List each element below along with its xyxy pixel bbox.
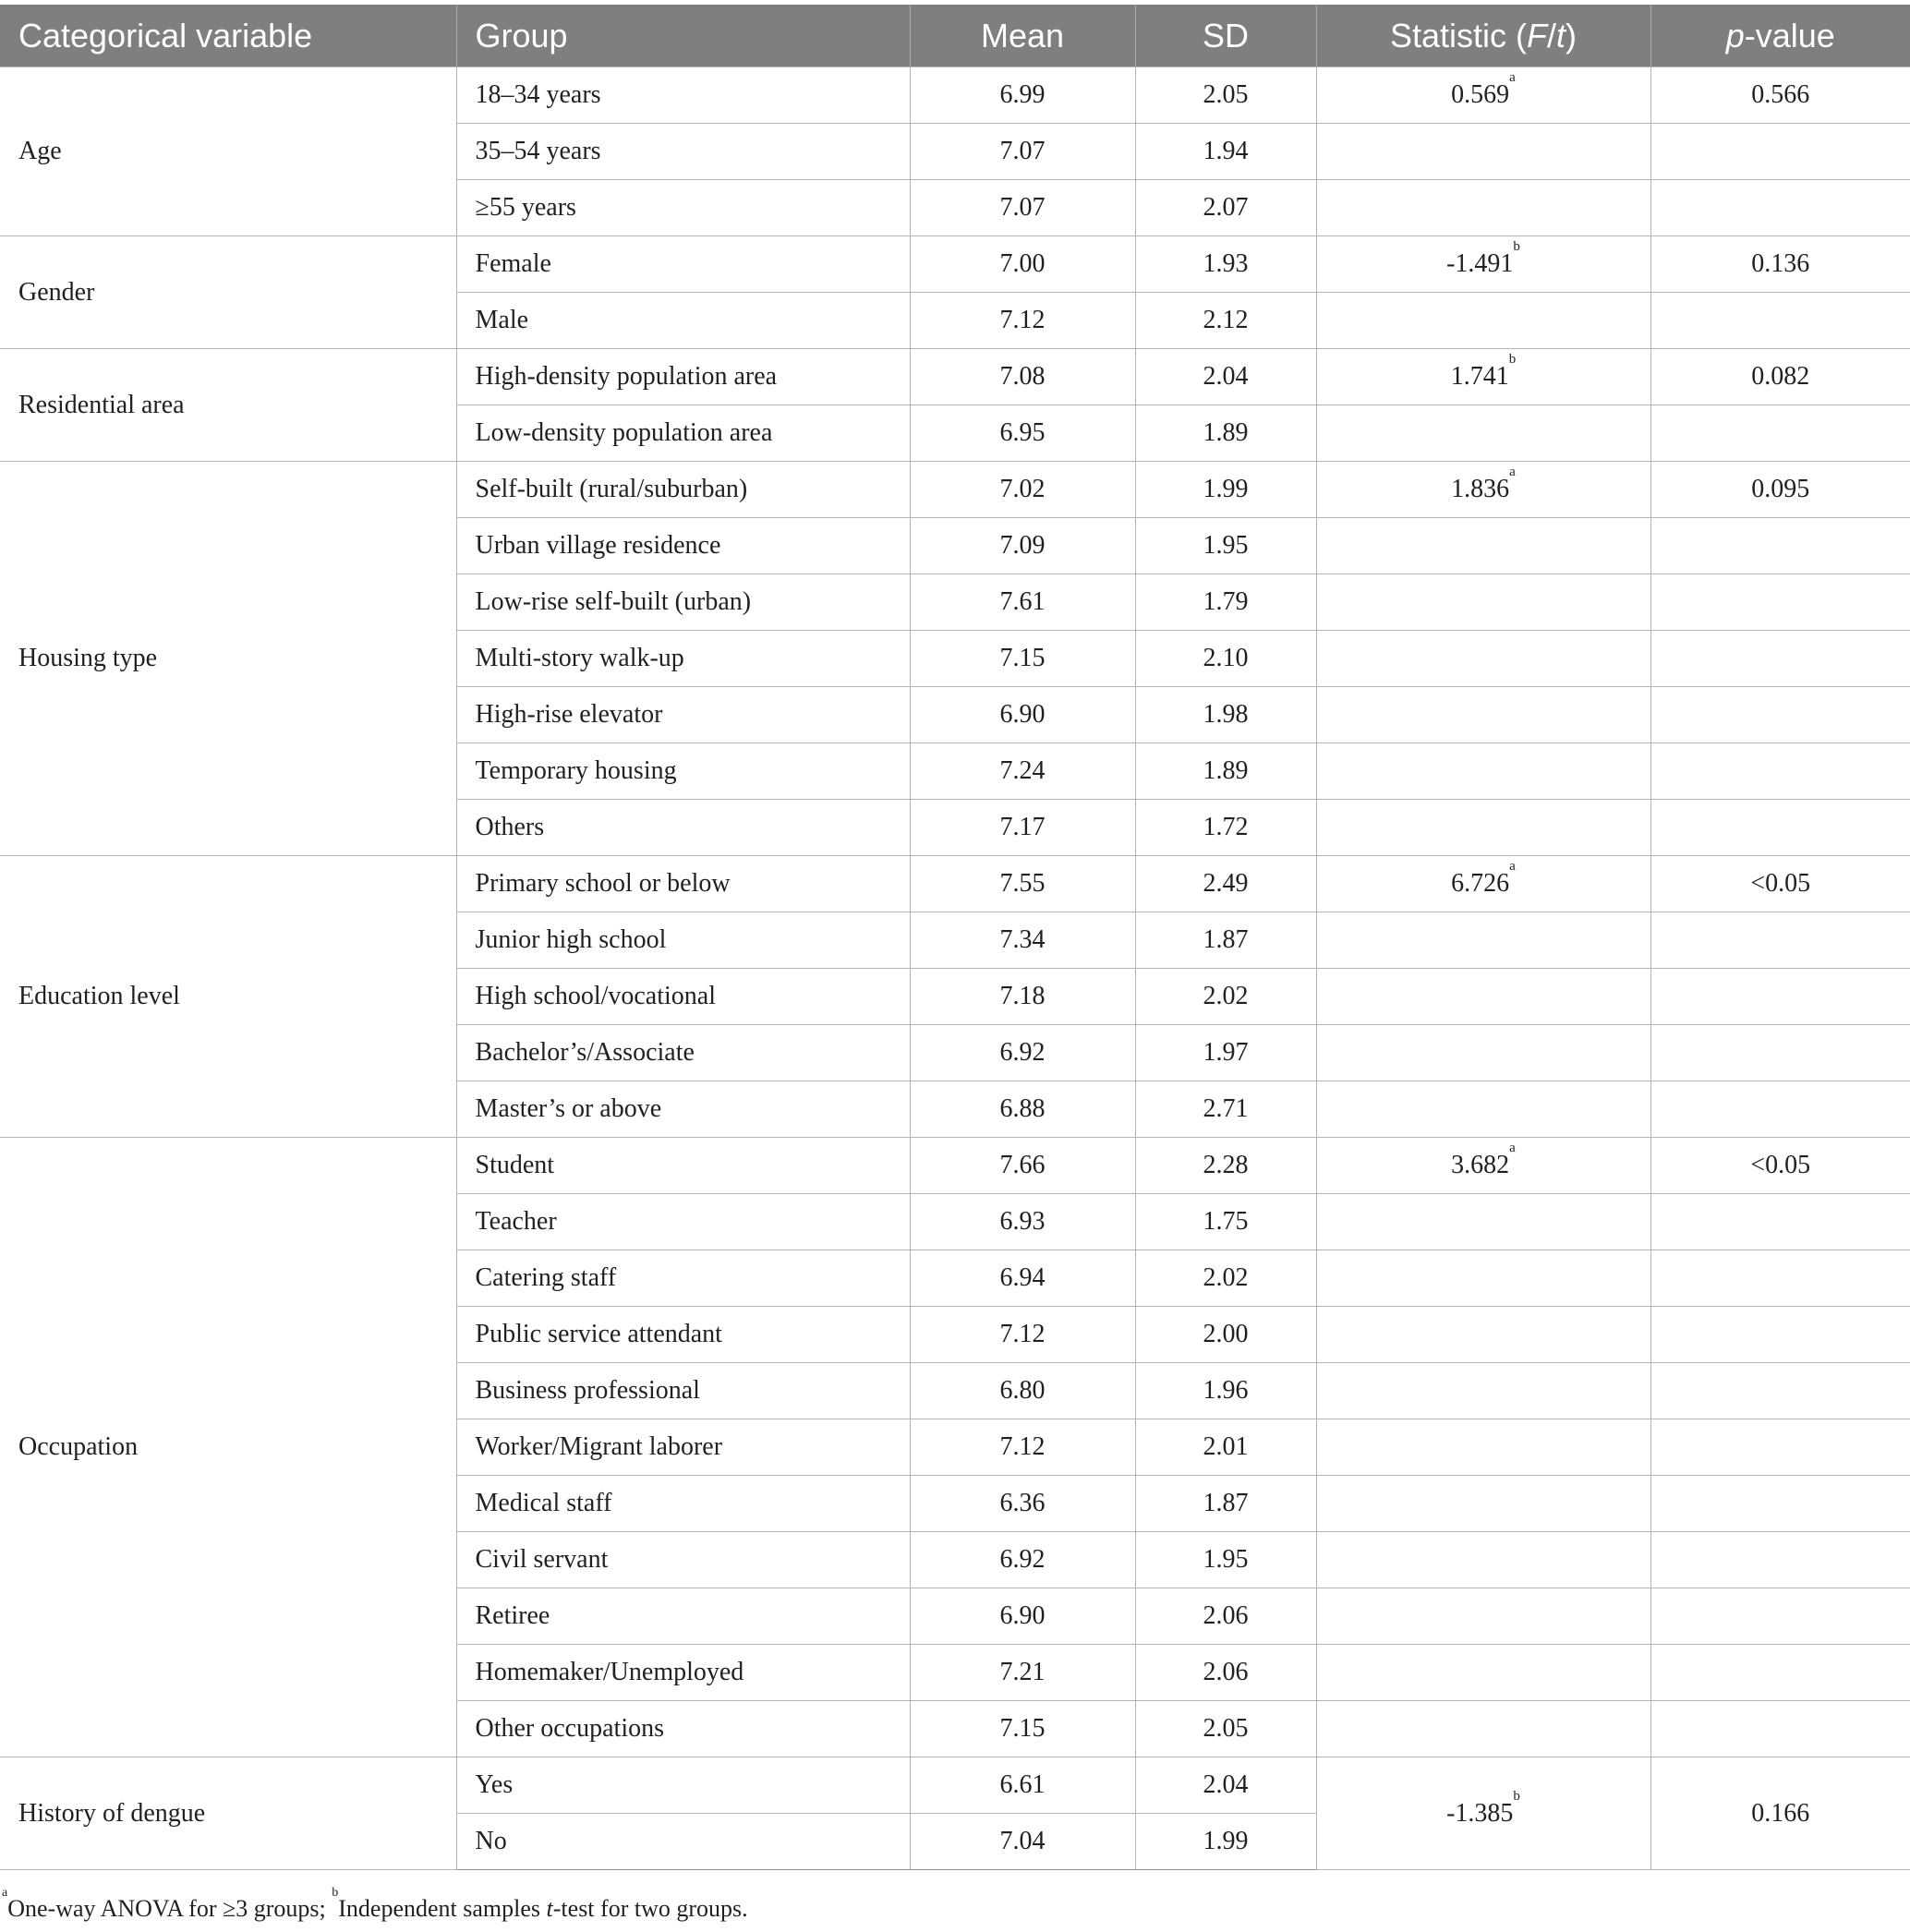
header-mean: Mean bbox=[910, 5, 1135, 67]
p-value-cell bbox=[1650, 1532, 1910, 1588]
group-cell: Temporary housing bbox=[456, 743, 910, 800]
sd-cell: 1.95 bbox=[1135, 1532, 1316, 1588]
results-table bbox=[0, 5, 1910, 1870]
category-cell: Age bbox=[0, 67, 456, 236]
mean-cell: 7.66 bbox=[910, 1138, 1135, 1194]
group-cell: Junior high school bbox=[456, 912, 910, 969]
mean-cell: 7.00 bbox=[910, 236, 1135, 293]
sd-cell: 2.12 bbox=[1135, 293, 1316, 349]
statistic-cell bbox=[1316, 1250, 1650, 1307]
p-value-cell bbox=[1650, 969, 1910, 1025]
mean-cell: 7.61 bbox=[910, 574, 1135, 631]
table-body bbox=[0, 67, 1910, 1870]
p-value-cell bbox=[1650, 1307, 1910, 1363]
statistic-value: -1.385 bbox=[1446, 1798, 1514, 1828]
group-cell: Master’s or above bbox=[456, 1081, 910, 1138]
p-value-cell bbox=[1650, 1701, 1910, 1757]
p-value-cell bbox=[1650, 687, 1910, 743]
p-value-cell bbox=[1650, 1476, 1910, 1532]
mean-cell: 7.24 bbox=[910, 743, 1135, 800]
p-value-cell bbox=[1650, 1419, 1910, 1476]
statistic-cell bbox=[1316, 1757, 1650, 1870]
sd-cell: 2.07 bbox=[1135, 180, 1316, 236]
statistic-cell bbox=[1316, 800, 1650, 856]
mean-cell: 6.95 bbox=[910, 405, 1135, 462]
group-cell: Self-built (rural/suburban) bbox=[456, 462, 910, 518]
p-value-cell: <0.05 bbox=[1650, 856, 1910, 912]
group-cell: Other occupations bbox=[456, 1701, 910, 1757]
statistic-cell bbox=[1316, 1138, 1650, 1194]
footnote-b-italic: t bbox=[546, 1895, 553, 1922]
mean-cell: 7.15 bbox=[910, 631, 1135, 687]
p-value-cell bbox=[1650, 293, 1910, 349]
sd-cell: 2.05 bbox=[1135, 67, 1316, 124]
group-cell: Urban village residence bbox=[456, 518, 910, 574]
p-value-cell bbox=[1650, 1081, 1910, 1138]
group-cell: 35–54 years bbox=[456, 124, 910, 180]
statistic-value: 0.569 bbox=[1451, 80, 1510, 109]
mean-cell: 7.12 bbox=[910, 1419, 1135, 1476]
mean-cell: 6.88 bbox=[910, 1081, 1135, 1138]
p-value-cell bbox=[1650, 1250, 1910, 1307]
group-cell: Low-density population area bbox=[456, 405, 910, 462]
category-cell: Gender bbox=[0, 236, 456, 349]
table-row bbox=[0, 1138, 1910, 1194]
footnote bbox=[2, 1886, 1904, 1923]
header-statistic bbox=[1316, 5, 1650, 67]
mean-cell: 7.17 bbox=[910, 800, 1135, 856]
statistic-cell bbox=[1316, 1194, 1650, 1250]
mean-cell: 6.36 bbox=[910, 1476, 1135, 1532]
statistic-cell bbox=[1316, 743, 1650, 800]
sd-cell: 2.00 bbox=[1135, 1307, 1316, 1363]
header-statistic-sep: / bbox=[1547, 16, 1557, 54]
statistic-cell bbox=[1316, 1588, 1650, 1645]
mean-cell: 7.55 bbox=[910, 856, 1135, 912]
group-cell: Homemaker/Unemployed bbox=[456, 1645, 910, 1701]
group-cell: Multi-story walk-up bbox=[456, 631, 910, 687]
group-cell: 18–34 years bbox=[456, 67, 910, 124]
mean-cell: 7.21 bbox=[910, 1645, 1135, 1701]
mean-cell: 6.99 bbox=[910, 67, 1135, 124]
group-cell: Civil servant bbox=[456, 1532, 910, 1588]
sd-cell: 1.99 bbox=[1135, 1814, 1316, 1870]
mean-cell: 7.07 bbox=[910, 124, 1135, 180]
sd-cell: 1.89 bbox=[1135, 743, 1316, 800]
header-statistic-f: F bbox=[1527, 16, 1547, 54]
header-categorical-variable: Categorical variable bbox=[0, 5, 456, 67]
header-group: Group bbox=[456, 5, 910, 67]
sd-cell: 1.89 bbox=[1135, 405, 1316, 462]
statistic-cell bbox=[1316, 856, 1650, 912]
statistic-value: 1.836 bbox=[1451, 475, 1510, 503]
mean-cell: 7.12 bbox=[910, 293, 1135, 349]
group-cell: Public service attendant bbox=[456, 1307, 910, 1363]
statistic-cell bbox=[1316, 1081, 1650, 1138]
header-sd: SD bbox=[1135, 5, 1316, 67]
sd-cell: 1.97 bbox=[1135, 1025, 1316, 1081]
footnote-a-text: One-way ANOVA for ≥3 groups; bbox=[7, 1895, 332, 1922]
statistic-cell bbox=[1316, 969, 1650, 1025]
mean-cell: 7.34 bbox=[910, 912, 1135, 969]
statistic-cell bbox=[1316, 1645, 1650, 1701]
p-value-cell bbox=[1650, 405, 1910, 462]
statistic-footnote-marker: a bbox=[1509, 465, 1516, 479]
mean-cell: 7.12 bbox=[910, 1307, 1135, 1363]
sd-cell: 2.02 bbox=[1135, 969, 1316, 1025]
sd-cell: 2.04 bbox=[1135, 349, 1316, 405]
category-cell: Housing type bbox=[0, 462, 456, 856]
p-value-cell bbox=[1650, 1645, 1910, 1701]
statistic-footnote-marker: a bbox=[1509, 859, 1516, 874]
category-cell: Education level bbox=[0, 856, 456, 1138]
statistic-cell bbox=[1316, 1307, 1650, 1363]
group-cell: Low-rise self-built (urban) bbox=[456, 574, 910, 631]
sd-cell: 1.72 bbox=[1135, 800, 1316, 856]
header-p-italic: p bbox=[1725, 16, 1745, 54]
header-statistic-t: t bbox=[1556, 16, 1566, 54]
footnote-a-marker: a bbox=[2, 1886, 8, 1900]
p-value-cell: 0.095 bbox=[1650, 462, 1910, 518]
statistic-footnote-marker: b bbox=[1513, 1788, 1520, 1804]
statistic-cell bbox=[1316, 1419, 1650, 1476]
mean-cell: 7.15 bbox=[910, 1701, 1135, 1757]
statistic-cell bbox=[1316, 236, 1650, 293]
table-row bbox=[0, 349, 1910, 405]
header-p-value bbox=[1650, 5, 1910, 67]
p-value-cell: 0.136 bbox=[1650, 236, 1910, 293]
statistic-cell bbox=[1316, 180, 1650, 236]
table-row bbox=[0, 236, 1910, 293]
group-cell: No bbox=[456, 1814, 910, 1870]
group-cell: Others bbox=[456, 800, 910, 856]
sd-cell: 2.28 bbox=[1135, 1138, 1316, 1194]
group-cell: Business professional bbox=[456, 1363, 910, 1419]
p-value-cell bbox=[1650, 1025, 1910, 1081]
mean-cell: 6.80 bbox=[910, 1363, 1135, 1419]
p-value-cell bbox=[1650, 743, 1910, 800]
statistic-cell bbox=[1316, 574, 1650, 631]
statistic-cell bbox=[1316, 293, 1650, 349]
footnote-b-marker: b bbox=[332, 1886, 339, 1900]
statistic-value: 6.726 bbox=[1451, 869, 1510, 898]
p-value-cell bbox=[1650, 1363, 1910, 1419]
p-value-cell bbox=[1650, 912, 1910, 969]
statistic-cell bbox=[1316, 631, 1650, 687]
p-value-cell bbox=[1650, 180, 1910, 236]
category-cell: Residential area bbox=[0, 349, 456, 462]
group-cell: Student bbox=[456, 1138, 910, 1194]
statistic-cell bbox=[1316, 67, 1650, 124]
mean-cell: 6.61 bbox=[910, 1757, 1135, 1814]
sd-cell: 2.10 bbox=[1135, 631, 1316, 687]
header-row bbox=[0, 5, 1910, 67]
statistic-value: 1.741 bbox=[1450, 362, 1509, 391]
mean-cell: 6.90 bbox=[910, 687, 1135, 743]
table-row bbox=[0, 462, 1910, 518]
sd-cell: 1.79 bbox=[1135, 574, 1316, 631]
sd-cell: 2.06 bbox=[1135, 1588, 1316, 1645]
statistic-cell bbox=[1316, 518, 1650, 574]
sd-cell: 2.71 bbox=[1135, 1081, 1316, 1138]
sd-cell: 1.95 bbox=[1135, 518, 1316, 574]
group-cell: Catering staff bbox=[456, 1250, 910, 1307]
statistic-footnote-marker: a bbox=[1509, 70, 1516, 85]
sd-cell: 1.96 bbox=[1135, 1363, 1316, 1419]
mean-cell: 6.94 bbox=[910, 1250, 1135, 1307]
group-cell: Male bbox=[456, 293, 910, 349]
p-value-cell bbox=[1650, 1588, 1910, 1645]
statistic-cell bbox=[1316, 1701, 1650, 1757]
sd-cell: 2.02 bbox=[1135, 1250, 1316, 1307]
statistic-footnote-marker: b bbox=[1508, 352, 1517, 367]
group-cell: High-rise elevator bbox=[456, 687, 910, 743]
statistic-footnote-marker: a bbox=[1509, 1141, 1516, 1155]
sd-cell: 2.01 bbox=[1135, 1419, 1316, 1476]
sd-cell: 1.93 bbox=[1135, 236, 1316, 293]
mean-cell: 7.02 bbox=[910, 462, 1135, 518]
statistic-cell bbox=[1316, 1532, 1650, 1588]
header-p-suffix: -value bbox=[1744, 16, 1835, 54]
mean-cell: 6.92 bbox=[910, 1025, 1135, 1081]
category-cell: History of dengue bbox=[0, 1757, 456, 1870]
table-row bbox=[0, 67, 1910, 124]
group-cell: Yes bbox=[456, 1757, 910, 1814]
header-statistic-suffix: ) bbox=[1565, 16, 1578, 54]
statistic-cell bbox=[1316, 687, 1650, 743]
table-row bbox=[0, 1757, 1910, 1814]
group-cell: High-density population area bbox=[456, 349, 910, 405]
mean-cell: 6.90 bbox=[910, 1588, 1135, 1645]
table-row bbox=[0, 856, 1910, 912]
p-value-cell bbox=[1650, 124, 1910, 180]
statistic-value: -1.491 bbox=[1446, 249, 1514, 278]
sd-cell: 1.98 bbox=[1135, 687, 1316, 743]
sd-cell: 2.05 bbox=[1135, 1701, 1316, 1757]
mean-cell: 7.09 bbox=[910, 518, 1135, 574]
group-cell: Teacher bbox=[456, 1194, 910, 1250]
statistic-cell bbox=[1316, 912, 1650, 969]
statistic-footnote-marker: b bbox=[1513, 239, 1520, 254]
mean-cell: 7.18 bbox=[910, 969, 1135, 1025]
p-value-cell bbox=[1650, 574, 1910, 631]
sd-cell: 2.49 bbox=[1135, 856, 1316, 912]
header-statistic-prefix: Statistic ( bbox=[1389, 16, 1527, 54]
mean-cell: 7.04 bbox=[910, 1814, 1135, 1870]
sd-cell: 2.06 bbox=[1135, 1645, 1316, 1701]
mean-cell: 7.08 bbox=[910, 349, 1135, 405]
statistic-cell bbox=[1316, 462, 1650, 518]
group-cell: ≥55 years bbox=[456, 180, 910, 236]
statistic-cell bbox=[1316, 1025, 1650, 1081]
p-value-cell: 0.566 bbox=[1650, 67, 1910, 124]
p-value-cell bbox=[1650, 1194, 1910, 1250]
group-cell: Worker/Migrant laborer bbox=[456, 1419, 910, 1476]
footnote-b-text-1: Independent samples bbox=[338, 1895, 547, 1922]
p-value-cell: 0.082 bbox=[1650, 349, 1910, 405]
statistic-cell bbox=[1316, 1363, 1650, 1419]
mean-cell: 6.92 bbox=[910, 1532, 1135, 1588]
sd-cell: 1.99 bbox=[1135, 462, 1316, 518]
p-value-cell bbox=[1650, 800, 1910, 856]
sd-cell: 1.75 bbox=[1135, 1194, 1316, 1250]
group-cell: Bachelor’s/Associate bbox=[456, 1025, 910, 1081]
sd-cell: 1.94 bbox=[1135, 124, 1316, 180]
group-cell: Female bbox=[456, 236, 910, 293]
sd-cell: 1.87 bbox=[1135, 1476, 1316, 1532]
statistic-cell bbox=[1316, 349, 1650, 405]
group-cell: High school/vocational bbox=[456, 969, 910, 1025]
sd-cell: 1.87 bbox=[1135, 912, 1316, 969]
category-cell: Occupation bbox=[0, 1138, 456, 1757]
statistic-cell bbox=[1316, 405, 1650, 462]
statistic-value: 3.682 bbox=[1451, 1151, 1510, 1179]
group-cell: Retiree bbox=[456, 1588, 910, 1645]
p-value-cell bbox=[1650, 631, 1910, 687]
mean-cell: 7.07 bbox=[910, 180, 1135, 236]
p-value-cell: 0.166 bbox=[1650, 1757, 1910, 1870]
statistic-cell bbox=[1316, 124, 1650, 180]
group-cell: Primary school or below bbox=[456, 856, 910, 912]
sd-cell: 2.04 bbox=[1135, 1757, 1316, 1814]
p-value-cell bbox=[1650, 518, 1910, 574]
p-value-cell: <0.05 bbox=[1650, 1138, 1910, 1194]
mean-cell: 6.93 bbox=[910, 1194, 1135, 1250]
footnote-b-text-2: -test for two groups. bbox=[552, 1895, 748, 1922]
group-cell: Medical staff bbox=[456, 1476, 910, 1532]
statistic-cell bbox=[1316, 1476, 1650, 1532]
